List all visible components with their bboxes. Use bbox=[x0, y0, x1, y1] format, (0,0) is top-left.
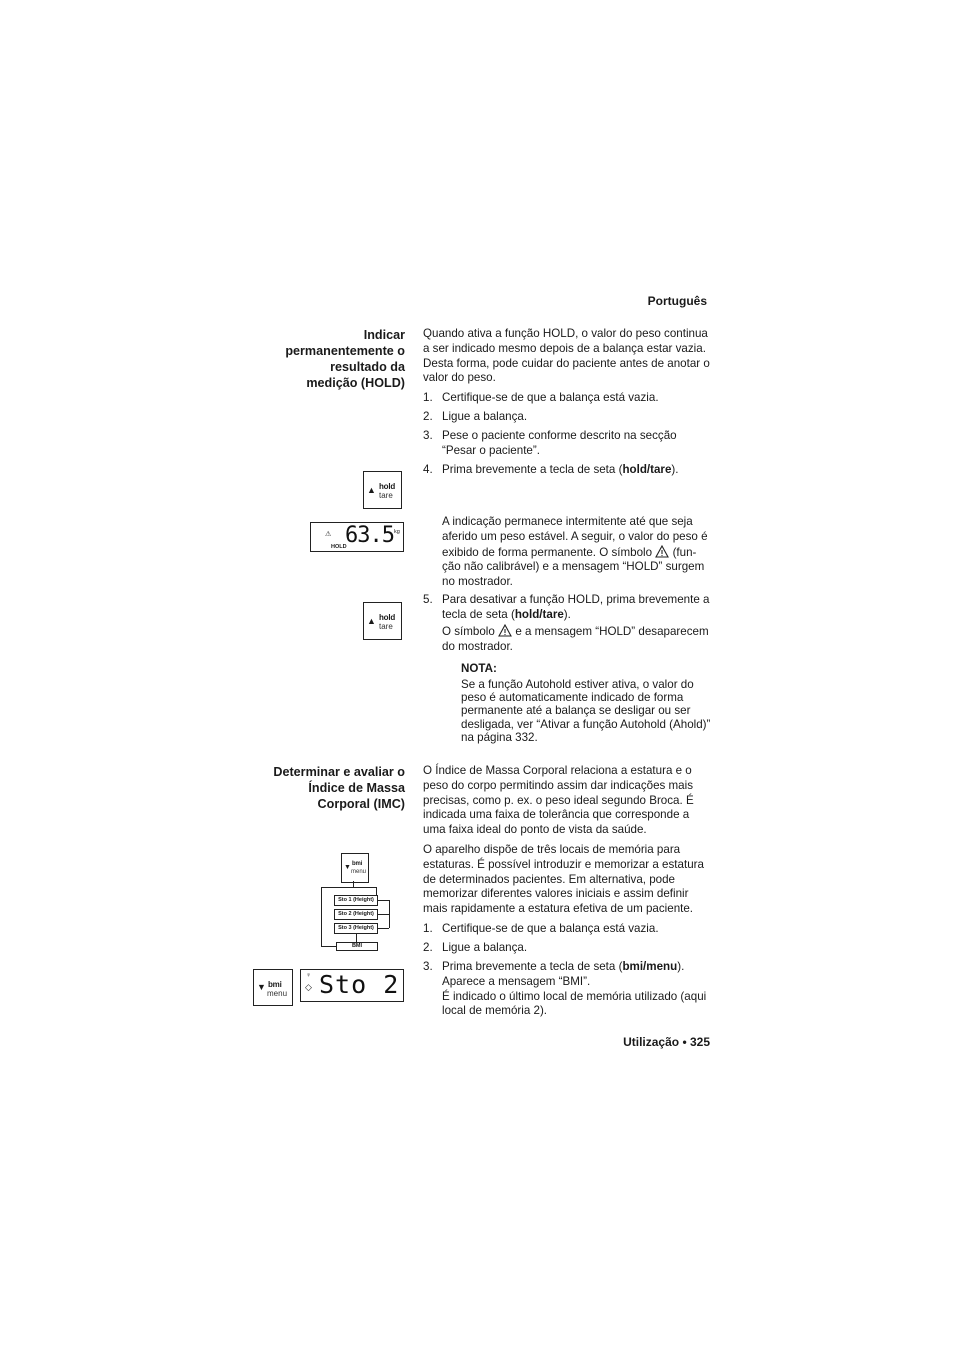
weight-display bbox=[310, 522, 404, 552]
step-text: Certifique-se de que a balança está vazia. bbox=[442, 922, 659, 935]
warning-icon: ⚠ bbox=[325, 531, 332, 538]
step-text-part: e a mensagem “HOLD” desaparecem do mostrador. bbox=[442, 625, 709, 653]
bmi-memory-paragraph: O aparelho dispõe de três locais de memória para estaturas. É possível introduzir e memorizar a estatura de determinados pacientes. Em alternativa, pode memorizar diferentes valores iniciais e assim definir mais rapidamente a estatura efetiva de um paciente. bbox=[423, 843, 704, 916]
arrow-up-icon: ▲ bbox=[367, 485, 376, 495]
list-item bbox=[423, 463, 713, 478]
step-number: 1. bbox=[423, 922, 433, 935]
step-text bbox=[442, 593, 712, 623]
step-text-part: ). bbox=[677, 960, 685, 973]
heading-line: Índice de Massa bbox=[308, 781, 405, 795]
step5-detail bbox=[442, 624, 712, 655]
key-name: hold/tare bbox=[514, 607, 564, 621]
step-text-part: Prima brevemente a tecla de seta ( bbox=[442, 960, 623, 973]
step-text: Pese o paciente conforme descrito na secção “Pesar o paciente”. bbox=[442, 429, 677, 457]
step-number: 1. bbox=[423, 391, 433, 404]
step-text-part: Para desativar a função HOLD, prima brevemente a tecla de seta ( bbox=[442, 593, 710, 621]
heading-line: Indicar bbox=[363, 328, 405, 342]
section-heading-hold bbox=[250, 327, 405, 391]
menu-item-sto2: Sto 2 (Height) bbox=[334, 909, 378, 920]
bmi-intro: O Índice de Massa Corporal relaciona a estatura e o peso do corpo permitindo assim dar indicações mais precisas, como p. ex. o peso ideal segundo Broca. É indicada uma faixa de tolerância que corresponde a uma faixa ideal do ponto de vista da saúde. bbox=[423, 764, 694, 837]
arrow-down-icon: ▼ bbox=[257, 982, 266, 992]
arrow-up-icon: ▲ bbox=[367, 616, 376, 626]
step-number: 4. bbox=[423, 463, 433, 476]
key-label-bottom: tare bbox=[379, 491, 393, 500]
step-text-part: ). bbox=[563, 607, 571, 621]
step-number: 3. bbox=[423, 429, 433, 442]
language-header: Português bbox=[647, 294, 707, 308]
weight-value: 63.5 bbox=[345, 523, 394, 548]
arrow-down-icon: ▼ bbox=[344, 864, 351, 871]
warning-icon bbox=[655, 545, 669, 558]
key-label-top: bmi bbox=[352, 861, 363, 867]
memory-value: Sto 2 bbox=[319, 970, 400, 999]
heading-line: resultado da bbox=[330, 360, 405, 374]
heading-line: Determinar e avaliar o bbox=[273, 765, 405, 779]
section-heading-bmi bbox=[250, 764, 405, 812]
step-text: Ligue a balança. bbox=[442, 410, 528, 423]
step-text: Ligue a balança. bbox=[442, 941, 528, 954]
bmi-menu-key bbox=[253, 969, 293, 1006]
note-box bbox=[461, 662, 711, 744]
menu-item-sto1: Sto 1 (Height) bbox=[334, 895, 378, 906]
menu-item-bmi: BMI bbox=[336, 942, 378, 951]
key-label-bottom: menu bbox=[267, 989, 288, 998]
step-number: 2. bbox=[423, 410, 433, 423]
step-text-part: É indicado o último local de memória utilizado (aqui local de memória 2). bbox=[442, 989, 707, 1018]
step-text-part: Aparece a mensagem “BMI”. bbox=[442, 974, 591, 988]
list-item bbox=[423, 391, 713, 406]
step-text-part: Prima brevemente a tecla de seta ( bbox=[442, 463, 623, 476]
hold-indicator: HOLD bbox=[331, 544, 347, 550]
list-item bbox=[423, 410, 713, 425]
result-text: A indicação permanece intermitente até que seja aferido um peso estável. A seguir, o valor do peso é exibido de forma permanente. O símbolo bbox=[442, 515, 708, 559]
key-label-top: bmi bbox=[268, 980, 282, 989]
step-text bbox=[442, 960, 712, 1019]
height-icon: ♀ bbox=[306, 972, 312, 979]
step-text-part: O símbolo bbox=[442, 625, 495, 638]
list-item bbox=[423, 429, 713, 459]
list-item bbox=[423, 960, 713, 1019]
list-item bbox=[423, 593, 713, 623]
result-text: (fun- ção não calibrável) e a mensagem “HOLD” surgem no mostrador. bbox=[442, 545, 705, 589]
memory-display bbox=[300, 969, 404, 1002]
step-text: Certifique-se de que a balança está vazia. bbox=[442, 391, 659, 404]
unit-label: kg bbox=[394, 529, 400, 535]
note-text: Se a função Autohold estiver ativa, o valor do peso é automaticamente indicado de forma permanente até a balança se desligar ou ser desligada, ver “Ativar a função Autohold (Ahold)” na página 332. bbox=[461, 677, 711, 744]
hold-intro: Quando ativa a função HOLD, o valor do peso continua a ser indicado mesmo depois de a balança estar vazia. Desta forma, pode cuidar do paciente antes de anotar o valor do peso. bbox=[423, 327, 710, 385]
step-text-part: ). bbox=[671, 463, 679, 476]
heading-line: permanentemente o bbox=[285, 344, 405, 358]
hold-result bbox=[442, 515, 712, 590]
key-label-bottom: menu bbox=[351, 869, 367, 875]
key-label-bottom: tare bbox=[379, 622, 393, 631]
key-name: bmi/menu bbox=[622, 960, 678, 973]
step-number: 2. bbox=[423, 941, 433, 954]
step-number: 5. bbox=[423, 593, 433, 606]
key-label-top: hold bbox=[379, 613, 396, 622]
hold-tare-key bbox=[363, 471, 402, 509]
bmi-menu-key bbox=[341, 853, 369, 883]
heading-line: Corporal (IMC) bbox=[317, 797, 405, 811]
warning-icon bbox=[498, 624, 512, 637]
step-text bbox=[442, 463, 713, 478]
step-number: 3. bbox=[423, 960, 433, 973]
list-item bbox=[423, 941, 713, 956]
list-item bbox=[423, 922, 713, 937]
page-footer: Utilização • 325 bbox=[623, 1035, 710, 1049]
menu-item-sto3: Sto 3 (Height) bbox=[334, 923, 378, 934]
key-label-top: hold bbox=[379, 482, 396, 491]
heading-line: medição (HOLD) bbox=[306, 376, 405, 390]
note-title: NOTA: bbox=[461, 662, 497, 675]
diamond-icon: ◇ bbox=[305, 982, 312, 992]
key-name: hold/tare bbox=[622, 463, 672, 476]
hold-tare-key bbox=[363, 602, 402, 640]
